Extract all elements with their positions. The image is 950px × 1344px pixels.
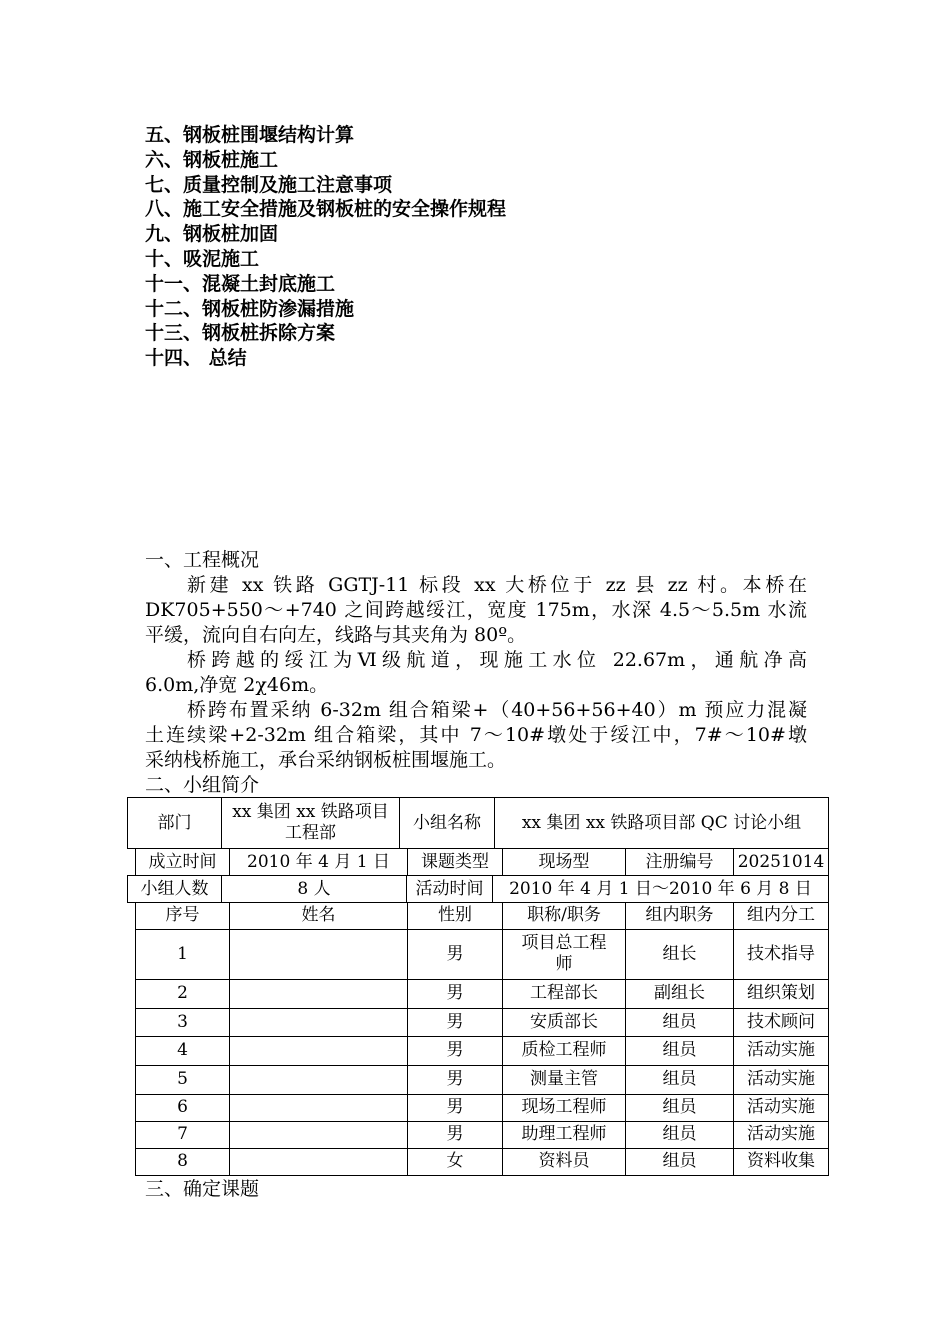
table-cell: 男 bbox=[408, 979, 503, 1008]
table-cell: 男 bbox=[408, 1036, 503, 1065]
group-info-table-members bbox=[127, 875, 829, 903]
table-row bbox=[136, 929, 829, 979]
column-header: 职称/职务 bbox=[503, 902, 626, 929]
paragraph bbox=[145, 698, 807, 773]
table-row bbox=[136, 1065, 829, 1094]
section-heading: 一、工程概况 bbox=[145, 549, 260, 571]
toc-item: 十四、 总结 bbox=[145, 347, 247, 370]
toc-item: 十、吸泥施工 bbox=[145, 247, 260, 270]
table-cell: 活动时间 bbox=[407, 876, 493, 903]
paragraph-line: 6.0m,净宽 2χ46m。 bbox=[145, 674, 329, 696]
table-row bbox=[136, 1094, 829, 1121]
table-cell: 现场型 bbox=[503, 849, 626, 876]
paragraph-line: 新建 xx 铁路 GGTJ-11 标段 xx 大桥位于 zz 县 zz 村。本桥在 bbox=[187, 574, 807, 596]
table-cell: 8 人 bbox=[222, 876, 407, 903]
toc-item: 九、钢板桩加固 bbox=[145, 223, 279, 246]
section-project-overview bbox=[145, 548, 807, 798]
table-cell: 工程部长 bbox=[503, 979, 626, 1008]
table-cell bbox=[230, 1036, 408, 1065]
table-cell: 活动实施 bbox=[734, 1094, 829, 1121]
table-cell: 女 bbox=[408, 1148, 503, 1175]
table-cell: 助理工程师 bbox=[503, 1121, 626, 1148]
table-cell: 组员 bbox=[626, 1148, 734, 1175]
table-cell: 测量主管 bbox=[503, 1065, 626, 1094]
table-row bbox=[136, 1036, 829, 1065]
table-cell: 7 bbox=[136, 1121, 230, 1148]
toc-item: 七、质量控制及施工注意事项 bbox=[145, 173, 393, 196]
table-cell bbox=[230, 1121, 408, 1148]
group-info-table-founded bbox=[135, 848, 829, 876]
table-cell: 资料员 bbox=[503, 1148, 626, 1175]
table-row bbox=[136, 979, 829, 1008]
table-cell: 组织策划 bbox=[734, 979, 829, 1008]
table-cell: 活动实施 bbox=[734, 1121, 829, 1148]
table-cell: 技术指导 bbox=[734, 929, 829, 979]
paragraph-line: 土连续梁+2-32m 组合箱梁，其中 7～10#墩处于绥江中，7#～10#墩 bbox=[145, 724, 807, 746]
table-cell: 部门 bbox=[128, 798, 222, 849]
paragraph bbox=[145, 648, 807, 698]
table-cell: 课题类型 bbox=[408, 849, 503, 876]
table-cell: 8 bbox=[136, 1148, 230, 1175]
column-header: 组内分工 bbox=[734, 902, 829, 929]
table-cell: xx 集团 xx 铁路项目工程部 bbox=[222, 798, 400, 849]
table-cell: 20251014 bbox=[734, 849, 829, 876]
paragraph-line: 桥跨越的绥江为Ⅵ级航道，现施工水位 22.67m，通航净高 bbox=[187, 649, 807, 671]
table-cell bbox=[230, 1008, 408, 1036]
table-cell: 2 bbox=[136, 979, 230, 1008]
toc-item: 十二、钢板桩防渗漏措施 bbox=[145, 297, 355, 320]
table-cell: 活动实施 bbox=[734, 1065, 829, 1094]
toc-item: 十三、钢板桩拆除方案 bbox=[145, 322, 336, 345]
table-cell: 组员 bbox=[626, 1008, 734, 1036]
toc-item: 五、钢板桩围堰结构计算 bbox=[145, 124, 355, 146]
table-cell: 组员 bbox=[626, 1036, 734, 1065]
table-cell: 2010 年 4 月 1 日～2010 年 6 月 8 日 bbox=[493, 876, 829, 903]
group-info-table-dept bbox=[127, 797, 829, 849]
table-cell: 男 bbox=[408, 1065, 503, 1094]
table-cell: 项目总工程师 bbox=[503, 929, 626, 979]
toc-item: 十一、混凝土封底施工 bbox=[145, 272, 336, 295]
table-cell: 小组人数 bbox=[128, 876, 222, 903]
toc-item: 六、钢板桩施工 bbox=[145, 148, 279, 171]
table-cell: 组员 bbox=[626, 1121, 734, 1148]
table-of-contents bbox=[145, 123, 845, 371]
column-header: 序号 bbox=[136, 902, 230, 929]
table-cell: 现场工程师 bbox=[503, 1094, 626, 1121]
column-header: 组内职务 bbox=[626, 902, 734, 929]
table-cell bbox=[230, 979, 408, 1008]
paragraph bbox=[145, 573, 807, 648]
table-cell bbox=[230, 929, 408, 979]
paragraph-line: 平缓，流向自右向左，线路与其夹角为 80º。 bbox=[145, 624, 527, 646]
table-cell: 成立时间 bbox=[136, 849, 230, 876]
table-cell: 质检工程师 bbox=[503, 1036, 626, 1065]
table-cell: 6 bbox=[136, 1094, 230, 1121]
table-cell: 4 bbox=[136, 1036, 230, 1065]
members-table bbox=[135, 902, 829, 1176]
table-cell: 安质部长 bbox=[503, 1008, 626, 1036]
table-cell: 小组名称 bbox=[400, 798, 495, 849]
section-heading: 三、确定课题 bbox=[145, 1178, 260, 1200]
section-heading: 二、小组简介 bbox=[145, 774, 260, 796]
table-cell: 副组长 bbox=[626, 979, 734, 1008]
table-cell: 组员 bbox=[626, 1094, 734, 1121]
column-header: 姓名 bbox=[230, 902, 408, 929]
table-header-row bbox=[136, 902, 829, 929]
table-cell: 注册编号 bbox=[626, 849, 734, 876]
column-header: 性别 bbox=[408, 902, 503, 929]
table-cell: 男 bbox=[408, 1008, 503, 1036]
table-row bbox=[136, 1008, 829, 1036]
table-cell: 3 bbox=[136, 1008, 230, 1036]
table-row bbox=[136, 1148, 829, 1175]
toc-item: 八、施工安全措施及钢板桩的安全操作规程 bbox=[145, 198, 507, 221]
table-cell: 活动实施 bbox=[734, 1036, 829, 1065]
table-cell: 5 bbox=[136, 1065, 230, 1094]
table-row bbox=[136, 1121, 829, 1148]
table-cell: 男 bbox=[408, 1094, 503, 1121]
paragraph-line: DK705+550～+740 之间跨越绥江，宽度 175m，水深 4.5～5.5m 水流 bbox=[145, 599, 807, 621]
paragraph-line: 桥跨布置采纳 6-32m 组合箱梁+（40+56+56+40）m 预应力混凝 bbox=[187, 699, 807, 721]
table-cell: 资料收集 bbox=[734, 1148, 829, 1175]
table-cell: 组长 bbox=[626, 929, 734, 979]
table-cell bbox=[230, 1094, 408, 1121]
table-cell bbox=[230, 1065, 408, 1094]
table-cell: 技术顾问 bbox=[734, 1008, 829, 1036]
table-cell: 男 bbox=[408, 929, 503, 979]
table-cell: 男 bbox=[408, 1121, 503, 1148]
table-cell: 组员 bbox=[626, 1065, 734, 1094]
table-cell: 1 bbox=[136, 929, 230, 979]
table-cell: 2010 年 4 月 1 日 bbox=[230, 849, 408, 876]
table-cell: xx 集团 xx 铁路项目部 QC 讨论小组 bbox=[495, 798, 829, 849]
paragraph-line: 采纳栈桥施工，承台采纳钢板桩围堰施工。 bbox=[145, 749, 507, 771]
table-cell bbox=[230, 1148, 408, 1175]
